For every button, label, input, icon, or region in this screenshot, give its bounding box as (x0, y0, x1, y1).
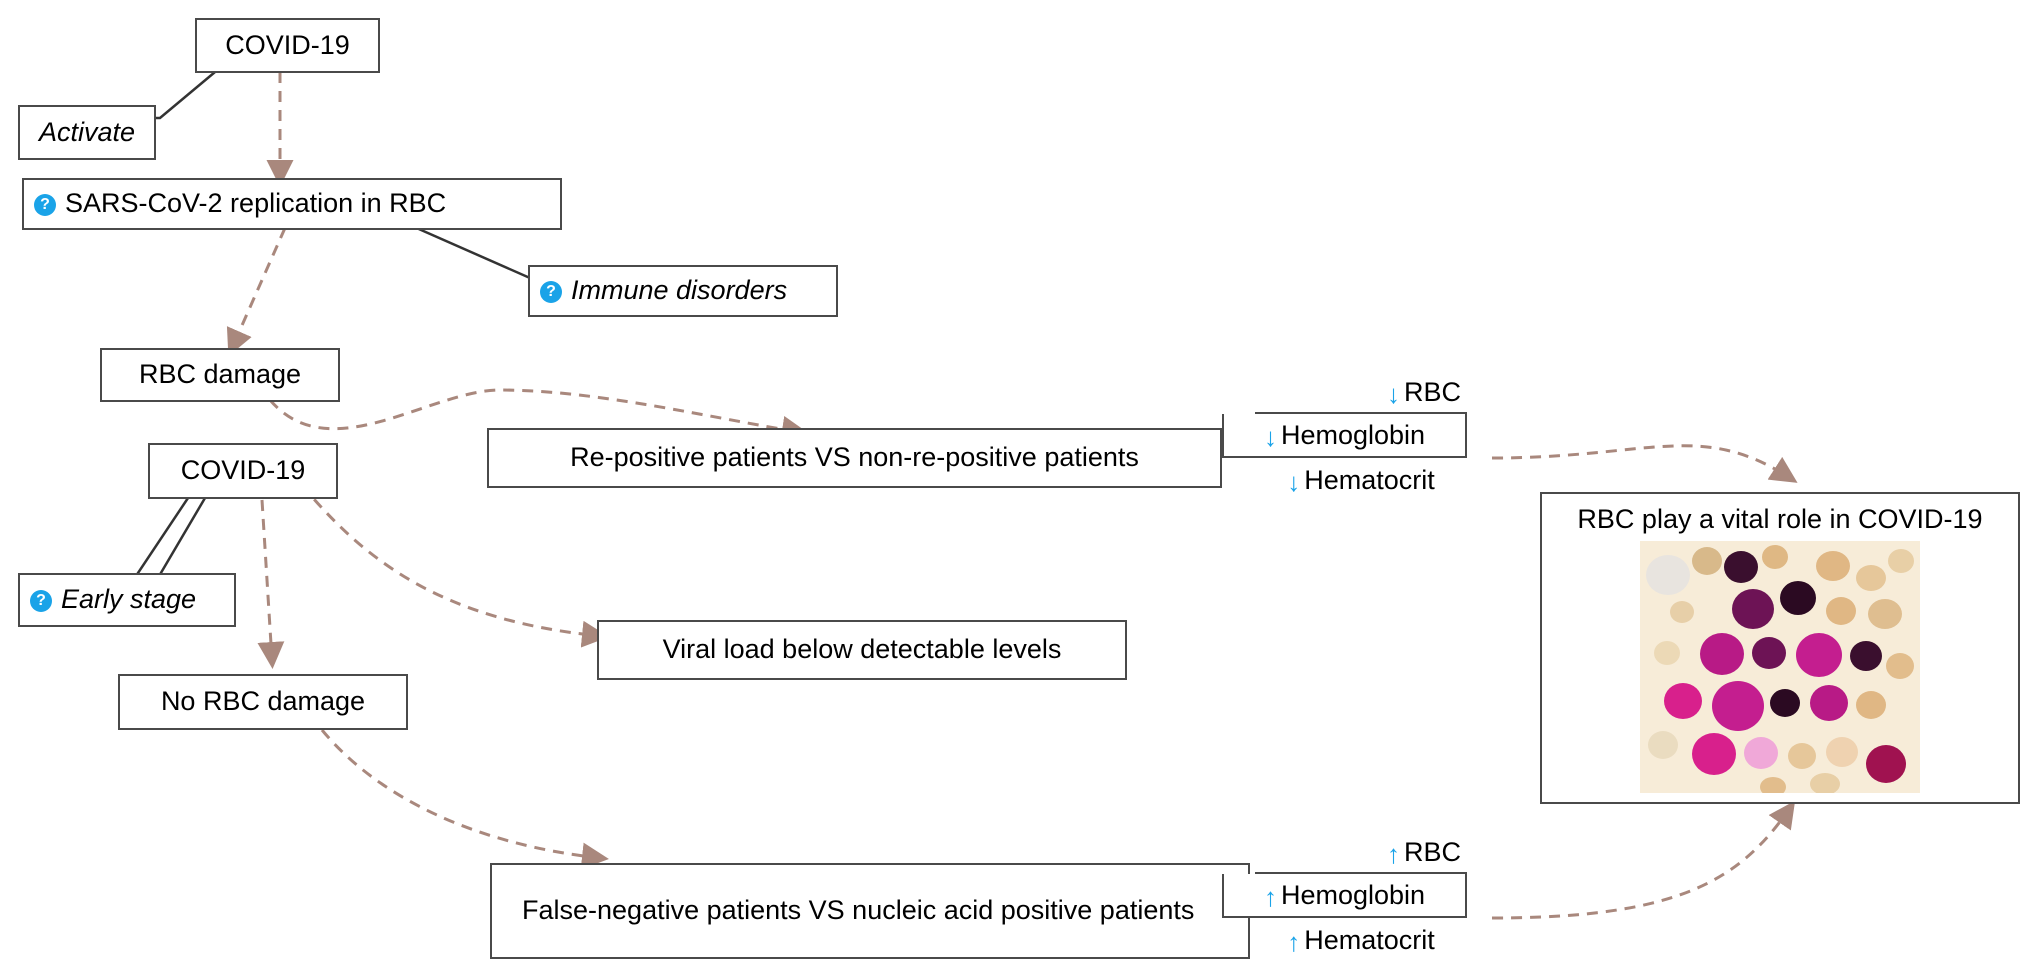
arrow-up-icon: ↑ (1263, 882, 1277, 912)
edge-norbcdamage-falsenegative (322, 730, 600, 858)
node-viral-load[interactable] (597, 620, 1127, 680)
metric-hematocrit-down (1255, 458, 1467, 502)
question-icon: ? (540, 281, 562, 303)
node-re-positive[interactable] (487, 428, 1222, 488)
node-covid-top-label: COVID-19 (225, 29, 350, 60)
node-conclusion-label: RBC play a vital role in COVID-19 (1577, 504, 1983, 534)
metric-hemoglobin-up (1222, 874, 1467, 918)
node-viral-load-label: Viral load below detectable levels (662, 634, 1062, 665)
metric-hematocrit-up-label: Hematocrit (1304, 924, 1435, 955)
node-rbc-damage[interactable] (100, 348, 340, 402)
edge-falsenegative-conclusion (1492, 808, 1790, 918)
arrow-down-icon: ↓ (1263, 422, 1277, 452)
node-activate[interactable] (18, 105, 156, 160)
node-no-rbc-damage[interactable] (118, 674, 408, 730)
edge-covid-norbcdamage (262, 500, 272, 660)
node-covid-top[interactable] (195, 18, 380, 73)
metric-rbc-down-label: RBC (1403, 376, 1461, 407)
node-early-stage[interactable] (18, 573, 236, 627)
blood-smear-image (1640, 541, 1920, 793)
node-false-negative[interactable] (490, 863, 1250, 959)
node-no-rbc-damage-label: No RBC damage (160, 686, 366, 717)
question-icon: ? (30, 590, 52, 612)
arrow-up-icon: ↑ (1386, 839, 1400, 869)
node-activate-label: Activate (38, 116, 136, 147)
question-icon: ? (34, 194, 56, 216)
arrow-down-icon: ↓ (1386, 379, 1400, 409)
node-rbc-damage-label: RBC damage (138, 359, 302, 390)
edge-repositive-conclusion (1492, 446, 1790, 478)
edge-covid-earlystage (20, 498, 188, 585)
edge-rbcdamage-repositive (270, 390, 800, 432)
metric-hematocrit-up (1255, 918, 1467, 962)
node-covid-second-label: COVID-19 (180, 455, 306, 486)
metric-rbc-down (1255, 372, 1467, 414)
node-immune-disorders[interactable] (528, 265, 838, 317)
metric-hemoglobin-down (1222, 414, 1467, 458)
metric-rbc-up (1255, 832, 1467, 874)
arrow-up-icon: ↑ (1287, 927, 1301, 957)
node-covid-second[interactable] (148, 443, 338, 499)
metric-rbc-up-label: RBC (1403, 836, 1461, 867)
metric-hematocrit-down-label: Hematocrit (1304, 464, 1435, 495)
metric-hemoglobin-down-label: Hemoglobin (1280, 419, 1426, 450)
edge-replication-rbcdamage (232, 228, 285, 348)
node-sars-replication[interactable] (22, 178, 562, 230)
node-false-negative-label: False-negative patients VS nucleic acid positive patients (522, 895, 1195, 926)
metric-hemoglobin-up-label: Hemoglobin (1280, 879, 1426, 910)
node-immune-disorders-label: Immune disorders (571, 275, 788, 306)
node-re-positive-label: Re-positive patients VS non-re-positive patients (570, 442, 1139, 473)
arrow-down-icon: ↓ (1287, 467, 1301, 497)
node-conclusion[interactable] (1540, 492, 2020, 804)
edge-replication-immune (412, 226, 530, 278)
node-sars-replication-label: SARS-CoV-2 replication in RBC (65, 188, 447, 219)
node-early-stage-label: Early stage (61, 584, 197, 615)
